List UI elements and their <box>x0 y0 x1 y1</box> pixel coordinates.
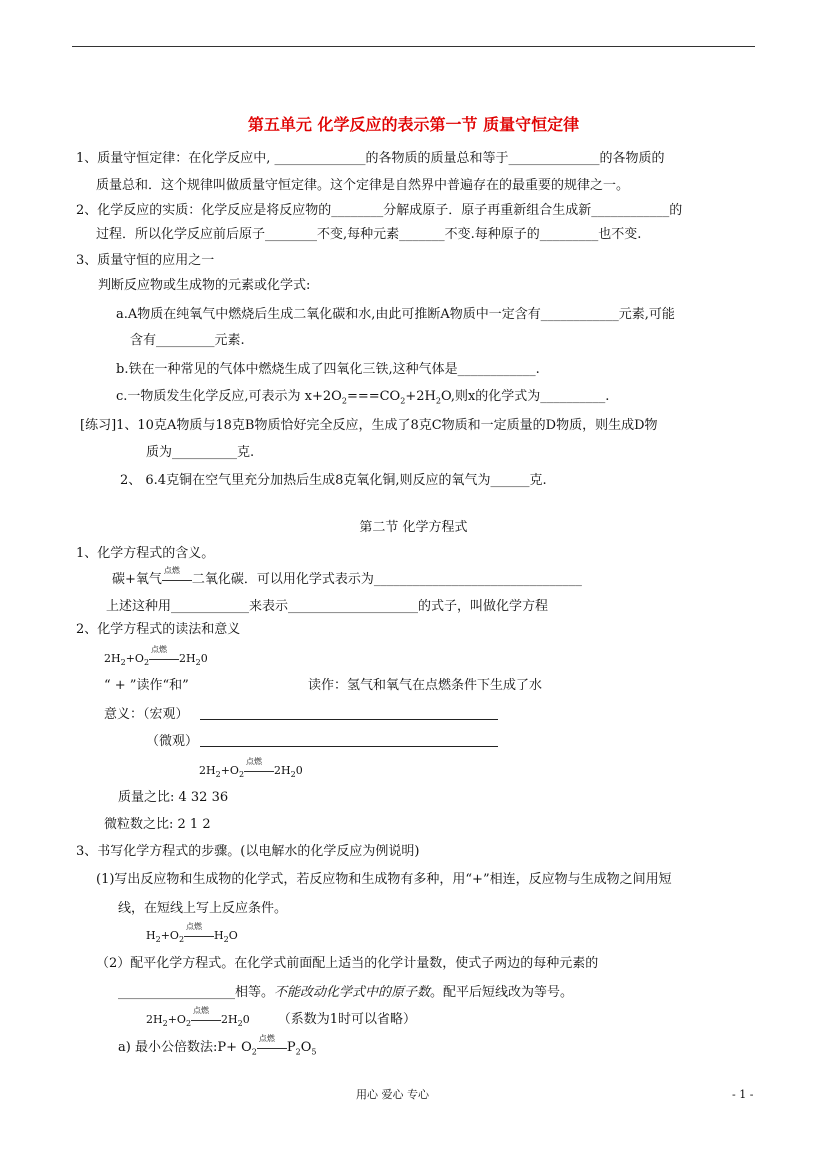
condition-label: 点燃 <box>163 565 180 575</box>
eq-part: O <box>228 929 238 942</box>
reaction-condition <box>149 645 179 666</box>
subscript: 2 <box>162 1019 168 1029</box>
q1-line-1: 1、质量守恒定律：在化学反应中, ______________的各物质的质量总和等于______________的各物质的 <box>76 151 665 166</box>
q3-c-pre: c.一物质发生化学反应,可表示为 x+2O <box>116 389 342 404</box>
s2-q1-line-2: 上述这种用____________来表示____________________的式子，叫做化学方程 <box>106 599 549 614</box>
s2-q3-heading: 3、书写化学方程式的步骤。(以电解水的化学反应为例说明) <box>76 844 420 859</box>
step-2-end: 。配平后短线改为等号。 <box>430 985 574 1000</box>
exercise-1-line-2: 质为__________克. <box>146 445 255 460</box>
eq-part: 0 <box>295 764 303 777</box>
eq-part: H <box>214 929 224 942</box>
eq-part: 2H <box>146 1013 163 1026</box>
eq-part: H <box>146 929 156 942</box>
exercise-1-line-1: [练习]1、10克A物质与18克B物质恰好完全反应，生成了8克C物质和一定质量的D物质，则生成D物 <box>80 418 658 433</box>
page-title: 第五单元 化学反应的表示第一节 质量守恒定律 <box>247 115 580 134</box>
eq-part: 2H <box>179 652 196 665</box>
subscript: 2 <box>223 935 229 945</box>
eq-part: 2H <box>104 652 121 665</box>
step-2-emphasis: 不能改动化学式中的原子数 <box>274 985 431 1000</box>
subscript: 2 <box>238 770 245 780</box>
subscript: 2 <box>251 1047 257 1057</box>
q1-line-2: 质量总和．这个规律叫做质量守恒定律。这个定律是自然界中普遍存在的最重要的规律之一。 <box>96 178 630 193</box>
subscript: 2 <box>185 1019 192 1029</box>
s2-q1-equation-words <box>112 565 582 588</box>
exercise-2: 2、 6.4克铜在空气里充分加热后生成8克氧化铜,则反应的氧气为______克. <box>120 473 547 488</box>
lcm-label: a) 最小公倍数法:P+ O <box>118 1040 252 1055</box>
q2-line-1: 2、化学反应的实质：化学反应是将反应物的________分解成原子．原子再重新组合生成新____________的 <box>76 203 683 218</box>
subscript: 2 <box>120 658 126 668</box>
header-rule <box>72 46 755 47</box>
condition-label: 点燃 <box>193 1006 210 1015</box>
subscript: 2 <box>237 1019 243 1029</box>
eq-part: +O <box>167 1013 186 1026</box>
condition-label: 点燃 <box>186 922 203 931</box>
answer-line-macro <box>200 719 498 720</box>
eq-part: 0 <box>242 1013 250 1026</box>
step-2-blank: __________________相等。 <box>118 985 275 1000</box>
s2-q2-heading: 2、化学方程式的读法和意义 <box>76 622 241 637</box>
q3-subheading: 判断反应物或生成物的元素或化学式: <box>98 278 311 293</box>
answer-line-micro <box>200 746 498 747</box>
eq-part: 0 <box>200 652 208 665</box>
subscript: 5 <box>311 1047 317 1057</box>
eq-part: 2H <box>199 764 216 777</box>
read-text: 读作：氢气和氧气在点燃条件下生成了水 <box>308 678 543 693</box>
eq-part: P <box>286 1040 296 1055</box>
condition-bar <box>244 771 274 772</box>
eq-part: +O <box>125 652 144 665</box>
reaction-condition <box>184 922 214 943</box>
s2-q1-heading: 1、化学方程式的含义。 <box>76 546 215 561</box>
footer-motto: 用心 爱心 专心 <box>356 1088 429 1101</box>
q3-heading: 3、质量守恒的应用之一 <box>76 253 215 268</box>
q3-c-mid3: O,则x的化学式为__________. <box>440 389 610 404</box>
condition-bar <box>184 936 214 937</box>
condition-bar <box>191 1020 221 1021</box>
equation-step-1 <box>146 922 238 948</box>
eq-part: +O <box>160 929 179 942</box>
page-number: - 1 - <box>732 1088 754 1101</box>
reaction-condition <box>257 1033 287 1055</box>
equation-water-2 <box>199 757 303 783</box>
subscript: 2 <box>341 396 347 406</box>
s2-q1-post: 二氧化碳．可以用化学式表示为________________________________ <box>191 572 582 587</box>
condition-label: 点燃 <box>246 757 263 766</box>
equation-step-2 <box>146 1006 416 1032</box>
read-plus: “ + ”读作“和” <box>104 678 189 693</box>
mass-ratio: 质量之比: 4 32 36 <box>118 790 229 805</box>
step-2-line-2 <box>118 985 573 1001</box>
subscript: 2 <box>435 396 441 406</box>
reaction-condition <box>191 1006 221 1027</box>
eq-part: O <box>300 1040 312 1055</box>
subscript: 2 <box>155 935 161 945</box>
eq-part: 2H <box>221 1013 238 1026</box>
reaction-condition <box>162 565 192 587</box>
subscript: 2 <box>400 396 406 406</box>
section-2-title: 第二节 化学方程式 <box>359 520 468 535</box>
subscript: 2 <box>215 770 221 780</box>
eq-part: 2H <box>274 764 291 777</box>
q3-a-line-1: a.A物质在纯氧气中燃烧后生成二氧化碳和水,由此可推断A物质中一定含有____________元素,可能 <box>116 307 675 322</box>
coefficient-note: （系数为1时可以省略） <box>277 1012 416 1027</box>
lcm-method <box>118 1033 317 1061</box>
q3-c-mid1: ===CO <box>346 389 401 404</box>
q2-line-2: 过程．所以化学反应前后原子________不变,每种元素_______不变.每种原子的_________也不变. <box>96 227 642 242</box>
subscript: 2 <box>295 1047 301 1057</box>
subscript: 2 <box>178 935 185 945</box>
eq-part: +O <box>220 764 239 777</box>
condition-bar <box>257 1048 287 1049</box>
subscript: 2 <box>195 658 201 668</box>
q3-c-mid2: +2H <box>405 389 436 404</box>
q3-c <box>116 389 609 410</box>
equation-water-1 <box>104 645 208 671</box>
s2-q1-pre: 碳+氧气 <box>112 572 162 587</box>
reaction-condition <box>244 757 274 778</box>
condition-bar <box>149 659 179 660</box>
step-1-line-1: (1)写出反应物和生成物的化学式，若反应物和生成物有多种，用“+”相连，反应物与生成物之间用短 <box>96 872 672 887</box>
q3-b: b.铁在一种常见的气体中燃烧生成了四氧化三铁,这种气体是____________. <box>116 362 540 377</box>
meaning-micro-label: （微观） <box>146 734 199 749</box>
subscript: 2 <box>290 770 296 780</box>
condition-label: 点燃 <box>258 1033 275 1043</box>
subscript: 2 <box>143 658 150 668</box>
condition-label: 点燃 <box>151 645 168 654</box>
step-1-line-2: 线，在短线上写上反应条件。 <box>118 901 288 916</box>
meaning-macro-label: 意义：（宏观） <box>104 707 189 722</box>
particle-ratio: 微粒数之比: 2 1 2 <box>104 817 211 832</box>
step-2-line-1: （2）配平化学方程式。在化学式前面配上适当的化学计量数，使式子两边的每种元素的 <box>96 956 599 971</box>
condition-bar <box>162 580 192 581</box>
q3-a-line-2: 含有_________元素. <box>130 333 245 348</box>
